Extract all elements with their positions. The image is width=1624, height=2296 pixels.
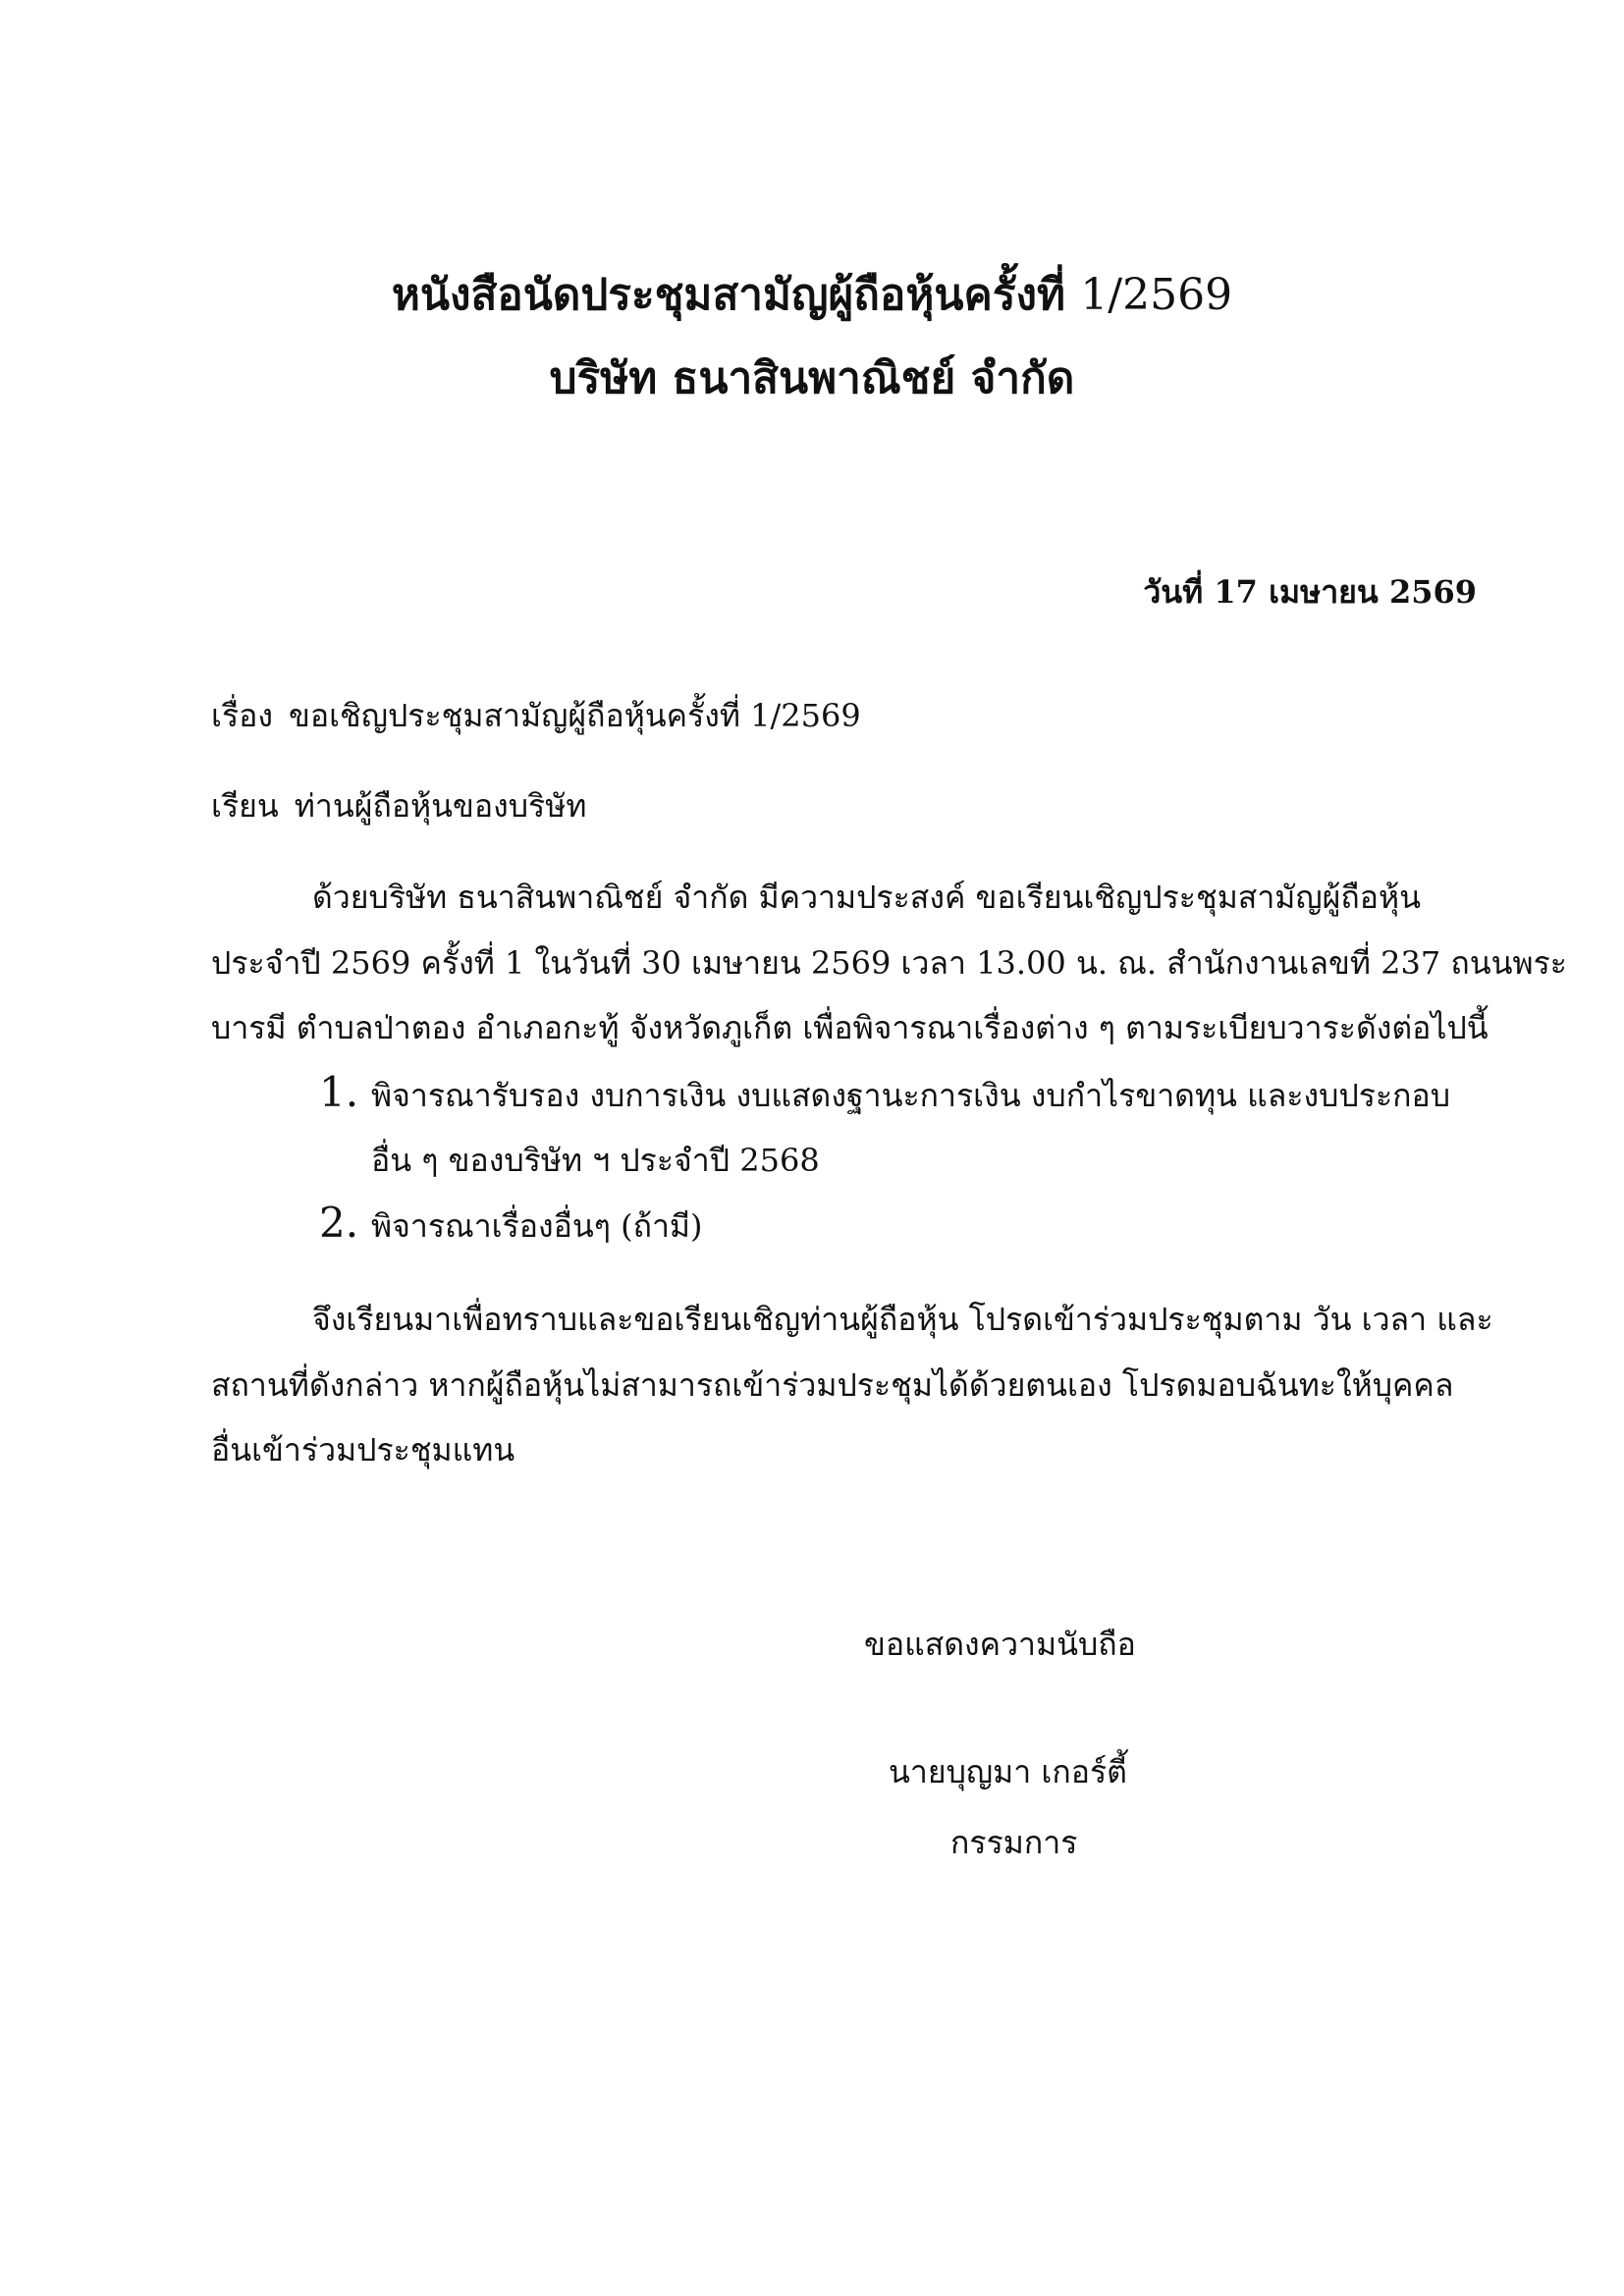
agenda-item-1-number: 1. (319, 1068, 359, 1116)
recipient-text: ท่านผู้ถือหุ้นของบริษัท (294, 787, 587, 825)
agenda-item-1-line1: พิจารณารับรอง งบการเงิน งบแสดงฐานะการเงิน งบกำไรขาดทุน และงบประกอบ (371, 1077, 1451, 1114)
paragraph2-line1: จึงเรียนมาเพื่อทราบและขอเรียนเชิญท่านผู้ถือหุ้น โปรดเข้าร่วมประชุมตาม วัน เวลา และ (312, 1301, 1493, 1338)
recipient-line (211, 787, 586, 825)
company-name: บริษัท ธนาสินพาณิชย์ จำกัด (549, 353, 1075, 403)
recipient-label: เรียน (211, 787, 279, 825)
subject-line (211, 697, 861, 734)
agenda-item-1-line2: อื่น ๆ ของบริษัท ฯ ประจำปี 2568 (371, 1142, 820, 1179)
paragraph1-line1: ด้วยบริษัท ธนาสินพาณิชย์ จำกัด มีความประสงค์ ขอเรียนเชิญประชุมสามัญผู้ถือหุ้น (312, 879, 1421, 916)
letter-date: วันที่ 17 เมษายน 2569 (1143, 573, 1477, 611)
title-meeting-number: 1/2569 (1080, 270, 1233, 320)
paragraph1-line2: ประจำปี 2569 ครั้งที่ 1 ในวันที่ 30 เมษายน 2569 เวลา 13.00 น. ณ. สำนักงานเลขที่ 237 ถนนพระ (211, 944, 1567, 982)
subject-text: ขอเชิญประชุมสามัญผู้ถือหุ้นครั้งที่ 1/2569 (288, 697, 861, 734)
title-text: หนังสือนัดประชุมสามัญผู้ถือหุ้นครั้งที่ (391, 270, 1065, 320)
closing-salutation: ขอแสดงความนับถือ (864, 1626, 1136, 1663)
paragraph1-line3: บารมี ตำบลป่าตอง อำเภอกะทู้ จังหวัดภูเก็ต เพื่อพิจารณาเรื่องต่าง ๆ ตามระเบียบวาระดังต่อไปนี้ (211, 1009, 1489, 1046)
subject-label: เรื่อง (211, 697, 273, 734)
agenda-item-2-line1: พิจารณาเรื่องอื่นๆ (ถ้ามี) (371, 1207, 703, 1245)
agenda-item-2-number: 2. (319, 1199, 359, 1247)
signatory-position: กรรมการ (950, 1824, 1078, 1861)
document-title (0, 270, 1624, 322)
paragraph2-line2: สถานที่ดังกล่าว หากผู้ถือหุ้นไม่สามารถเข้าร่วมประชุมได้ด้วยตนเอง โปรดมอบฉันทะให้บุคคล (211, 1366, 1454, 1404)
paragraph2-line3: อื่นเข้าร่วมประชุมแทน (211, 1431, 515, 1468)
signatory-name: นายบุญมา เกอร์ตี้ (889, 1753, 1127, 1790)
